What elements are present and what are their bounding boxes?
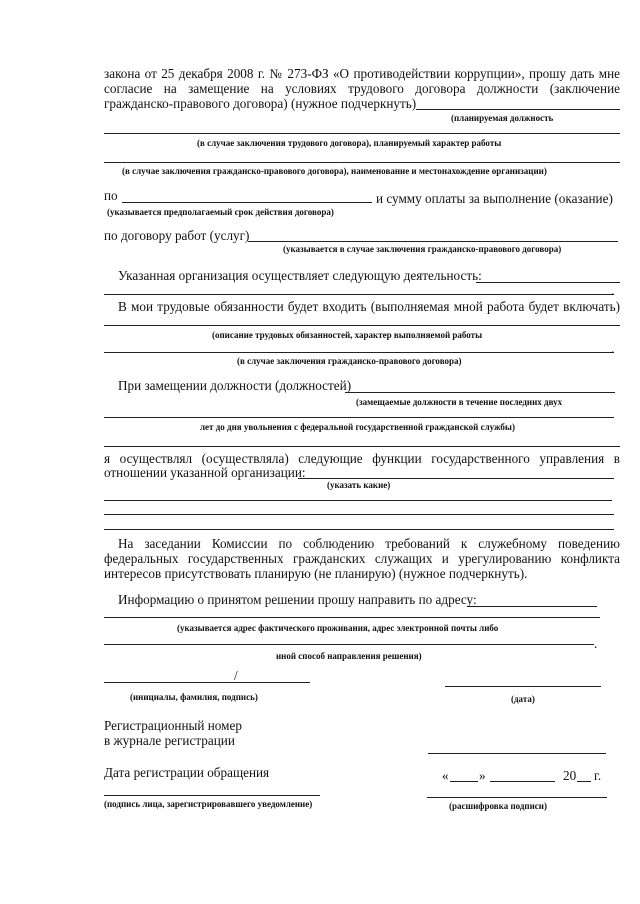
text-payment: и сумму оплаты за выполнение (оказание): [376, 191, 613, 206]
caption-term: (указывается предполагаемый срок действия договора): [107, 207, 334, 217]
caption-signature: (инициалы, фамилия, подпись): [130, 692, 258, 702]
caption-planned-position: (планируемая должность: [451, 113, 554, 123]
date-open-quote: «: [442, 768, 449, 783]
organization-field[interactable]: [104, 162, 620, 163]
registrar-signature-field[interactable]: [104, 795, 320, 796]
caption-duties: (описание трудовых обязанностей, характер выполняемой работы: [212, 330, 483, 340]
term-field[interactable]: [122, 202, 372, 203]
text-commission: На заседании Комиссии по соблюдению требований к служебному поведению: [118, 536, 620, 551]
caption-civil-contract: (указывается в случае заключения гражданско-правового договора): [283, 244, 562, 254]
functions-field[interactable]: [298, 478, 614, 479]
registrar-name-field[interactable]: [427, 797, 607, 798]
signature-field[interactable]: [104, 682, 310, 683]
text-registration-number: Регистрационный номер: [104, 718, 242, 733]
text-dot: .: [611, 283, 615, 298]
functions-field-2[interactable]: [104, 500, 612, 501]
caption-positions: (замещаемые должности в течение последних двух: [356, 397, 563, 407]
registration-number-field[interactable]: [428, 753, 606, 754]
payment-field[interactable]: [248, 241, 618, 242]
text-address: Информацию о принятом решении прошу направить по адресу:: [118, 592, 477, 607]
positions-field-3[interactable]: [104, 446, 620, 447]
functions-field-4[interactable]: [104, 529, 614, 530]
text-positions: При замещении должности (должностей): [118, 378, 352, 393]
text-slash: /: [234, 668, 238, 683]
caption-address: (указывается адрес фактического проживания, адрес электронной почты либо: [177, 623, 499, 633]
activity-field[interactable]: [476, 282, 620, 283]
caption-work-character: (в случае заключения трудового договора), планируемый характер работы: [197, 138, 502, 148]
day-field[interactable]: [450, 781, 478, 782]
text-consent-request: согласие на замещение на условиях трудового договора должности (заключение: [104, 81, 620, 96]
text-registration-journal: в журнале регистрации: [104, 733, 235, 748]
text-functions-org: отношении указанной организации:: [104, 465, 306, 480]
position-field-2[interactable]: [104, 133, 620, 134]
functions-field-3[interactable]: [104, 514, 614, 515]
text-commission-2: федеральных государственных гражданских служащих и урегулированию конфликта: [104, 551, 620, 566]
date-close-quote: »: [479, 768, 486, 783]
date-year-prefix: 20: [563, 768, 577, 783]
caption-civil-contract-2: (в случае заключения гражданско-правового договора): [237, 356, 462, 366]
caption-registrar-signature: (подпись лица, зарегистрировавшего уведомление): [104, 799, 313, 809]
text-registration-date: Дата регистрации обращения: [104, 765, 270, 780]
caption-organization: (в случае заключения гражданско-правового договора), наименование и местонахождение организации): [122, 166, 547, 176]
positions-field-2[interactable]: [104, 417, 614, 418]
caption-date: (дата): [511, 694, 535, 704]
duties-field-2[interactable]: [104, 352, 614, 353]
date-field[interactable]: [445, 686, 601, 687]
position-field[interactable]: [416, 109, 620, 110]
caption-signature-transcript: (расшифровка подписи): [449, 801, 547, 811]
text-functions: я осуществлял (осуществляла) следующие функции государственного управления в: [104, 451, 620, 466]
address-field-3[interactable]: [104, 644, 594, 645]
positions-field[interactable]: [345, 392, 615, 393]
text-po: по: [104, 188, 118, 203]
text-contract-works: по договору работ (услуг): [104, 228, 250, 243]
text-dot: .: [611, 341, 615, 356]
text-commission-3: интересов присутствовать планирую (не планирую) (нужное подчеркнуть).: [104, 566, 528, 581]
caption-dismissal: лет до дня увольнения с федеральной государственной гражданской службы): [200, 422, 515, 432]
month-field[interactable]: [490, 781, 555, 782]
caption-delivery: иной способ направления решения): [276, 651, 422, 661]
text-dot: .: [594, 636, 598, 651]
duties-field[interactable]: [104, 325, 620, 326]
address-field[interactable]: [467, 606, 597, 607]
activity-field-2[interactable]: [104, 294, 614, 295]
caption-specify: (указать какие): [327, 480, 391, 490]
text-law-reference: закона от 25 декабря 2008 г. № 273-ФЗ «О противодействии коррупции», прошу дать мне: [104, 66, 620, 81]
text-contract-type: гражданско-правового договора) (нужное подчеркнуть): [104, 96, 417, 111]
date-g: г.: [594, 768, 602, 783]
address-field-2[interactable]: [104, 617, 600, 618]
text-organization-activity: Указанная организация осуществляет следующую деятельность:: [118, 268, 482, 283]
text-duties: В мои трудовые обязанности будет входить (выполняемая мной работа будет включать): [118, 299, 620, 314]
year-field[interactable]: [577, 781, 591, 782]
